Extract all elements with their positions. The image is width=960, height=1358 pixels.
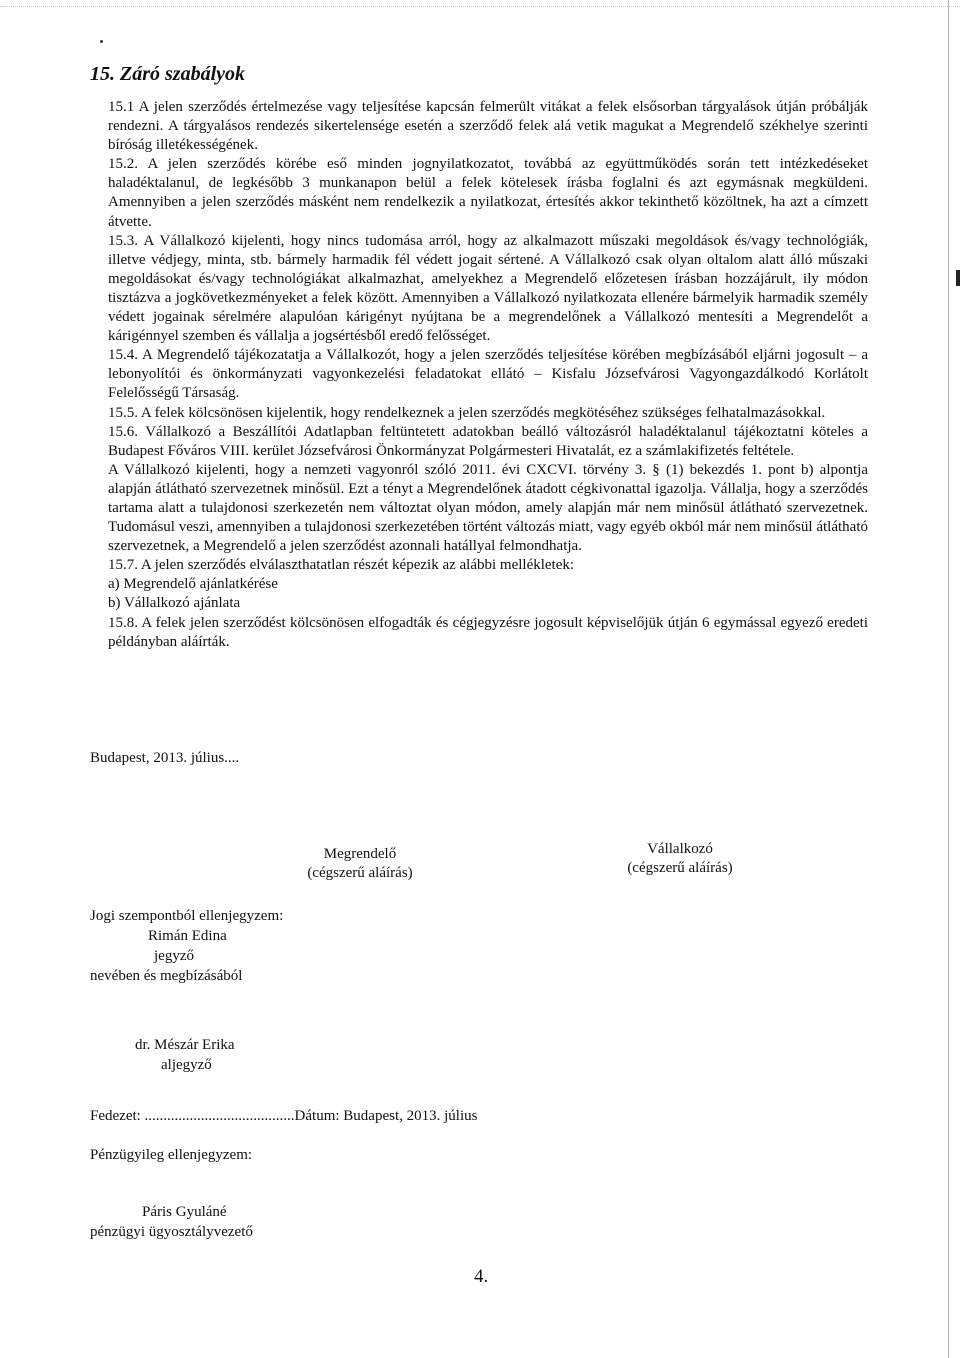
financial-role: pénzügyi ügyosztályvezető: [90, 1224, 253, 1240]
section-heading: 15. Záró szabályok: [90, 63, 245, 85]
legal-label: Jogi szempontból ellenjegyzem:: [90, 908, 284, 924]
legal-on-behalf: nevében és megbízásából: [90, 968, 243, 984]
paragraph-15-4: 15.4. A Megrendelő tájékozatatja a Vállalkozót, hogy a jelen szerződés teljesítése körében megbízásából eljárni jogosult – a lebonyolítói és önkormányzati vagyonkezelési feladatokat ellátó – Kisfalu Józsefvárosi Vagyongazdálkodó Korlátolt Felelősségű Társaság.: [108, 347, 868, 402]
contract-body: [108, 98, 868, 652]
paragraph-15-7: 15.7. A jelen szerződés elválaszthatatlan részét képezik az alábbi mellékletek:: [108, 557, 575, 574]
signature-note: (cégszerű aláírás): [307, 865, 413, 881]
scan-mark: [956, 270, 960, 286]
financial-signature: [90, 1202, 253, 1242]
paragraph-15-3: 15.3. A Vállalkozó kijelenti, hogy nincs tudomása arról, hogy az alkalmazott műszaki megoldások és/vagy technológiák, illetve védjegy, minta, stb. bármely harmadik fél védett jogait sértené. A Vállalkozó csak olyan oltalom alatt álló műszaki megoldásokat és/vagy technológiákat alkalmazhat, amelyekhez a Megrendelő előzetesen írásban hozzájárult, ily módon tisztázva a jogkövetkezményeket a felek között. Amennyiben a Vállalkozó nyilatkozata ellenére bármelyik harmadik személy védett jogainak sérelmére alapulóan kárigényt nyújtana be a megrendelőnek a Vállalkozó mentesíti a Megrendelőt a kárigénnyel szemben és vállalja a jogsértésből eredő felősséget.: [108, 232, 868, 345]
legal-role: jegyző: [154, 948, 194, 964]
paragraph-15-6-transparency: A Vállalkozó kijelenti, hogy a nemzeti vagyonról szóló 2011. évi CXCVI. törvény 3. § (1) bekezdés 1. pont b) alpontja alapján átlátható szervezetnek minősül. Ezt a tényt a Megrendelőnek átadott cégkivonattal igazolja. Vállalja, hogy a szerződés tartama alatt a tulajdonosi szerkezetén nem változtat olyan módon, amely alapján már nem minősül átlátható szervezetnek. Tudomásul veszi, amennyiben a tulajdonosi szerkezetében történt változás miatt, vagy egyéb okból már nem minősül átlátható szervezetnek, a Megrendelő a jelen szerződést azonnali hatállyal felmondhatja.: [108, 461, 868, 555]
page-number: 4.: [474, 1266, 489, 1287]
signature-vallalkozo: [605, 840, 755, 878]
scan-speck: [100, 40, 103, 43]
deputy-signature: [135, 1035, 235, 1075]
coverage-line: Fedezet: ........................................Dátum: Budapest, 2013. július: [90, 1108, 478, 1124]
financial-label: Pénzügyileg ellenjegyzem:: [90, 1147, 253, 1163]
deputy-role: aljegyző: [161, 1057, 212, 1073]
legal-name: Rimán Edina: [148, 928, 227, 944]
signature-note: (cégszerű aláírás): [627, 860, 733, 876]
place-date: Budapest, 2013. július....: [90, 750, 240, 766]
signature-megrendelo: [290, 845, 430, 883]
paragraph-15-8: 15.8. A felek jelen szerződést kölcsönösen elfogadták és cégjegyzésre jogosult képviselőjük útján 6 egymással egyező eredeti példányban aláírták.: [108, 614, 868, 650]
legal-countersign: [90, 906, 283, 986]
deputy-name: dr. Mészár Erika: [135, 1037, 235, 1053]
paragraph-15-6: 15.6. Vállalkozó a Beszállítói Adatlapban feltüntetett adatokban beálló változásról haladéktalanul tájékoztatni köteles a Budapest Főváros VIII. kerület Józsefvárosi Önkormányzat Polgármesteri Hivatalát, ez a számlakifizetés feltétele.: [108, 423, 868, 459]
attachment-item: a) Megrendelő ajánlatkérése: [108, 576, 278, 593]
signature-title: Megrendelő: [323, 846, 397, 862]
scan-edge-right: [948, 0, 949, 1358]
signature-title: Vállalkozó: [647, 841, 713, 857]
attachment-item: b) Vállalkozó ajánlata: [108, 595, 241, 612]
financial-name: Páris Gyuláné: [142, 1204, 227, 1220]
paragraph-15-2: 15.2. A jelen szerződés körébe eső minden jognyilatkozatot, továbbá az együttműködés során tett intézkedéseket haladéktalanul, de legkésőbb 3 munkanapon belül a felek kötelesek írásba foglalni és azt egymásnak megküldeni. Amennyiben a jelen szerződés másként nem rendelkezik a nyilatkozat, értesítés akkor tekinthető közöltnek, ha azt a címzett átvette.: [108, 156, 868, 230]
scan-edge-top: [0, 6, 960, 7]
paragraph-15-1: 15.1 A jelen szerződés értelmezése vagy teljesítése kapcsán felmerült vitákat a felek elsősorban tárgyalások útján próbálják rendezni. A tárgyalásos rendezés sikertelensége esetén a szerződő felek alá vetik magukat a Megrendelő székhelye szerinti bíróság illetékességének.: [108, 99, 868, 154]
paragraph-15-5: 15.5. A felek kölcsönösen kijelentik, hogy rendelkeznek a jelen szerződés megkötéséhez szükséges felhatalmazásokkal.: [108, 404, 826, 421]
